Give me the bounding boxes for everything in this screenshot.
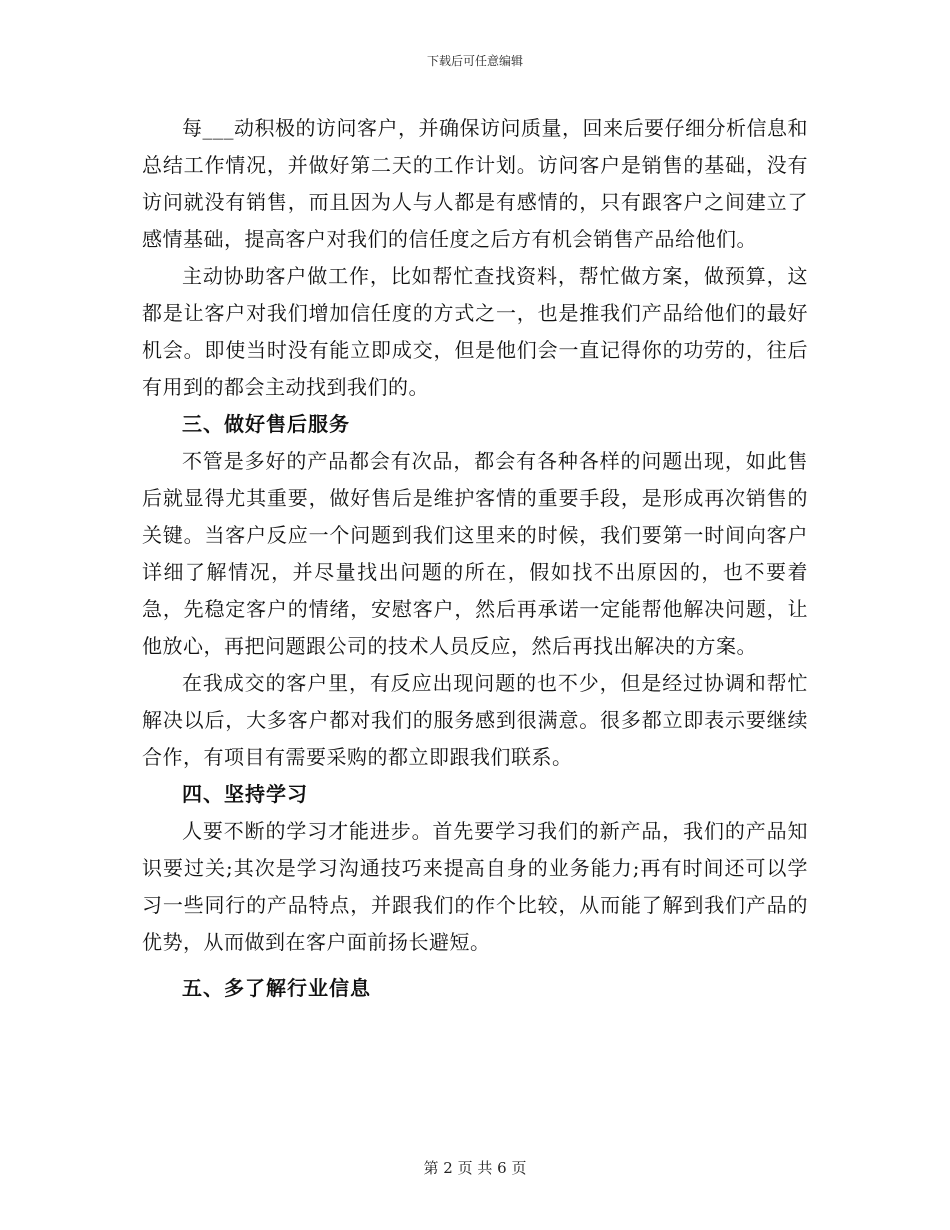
page-footer: 第 2 页 共 6 页 [423, 1159, 527, 1177]
paragraph-visit-customers: 每___动积极的访问客户，并确保访问质量，回来后要仔细分析信息和总结工作情况，并做好第二天的工作计划。访问客户是销售的基础，没有访问就没有销售，而且因为人与人都是有感情的，只有跟客户之间建立了感情基础，提高客户对我们的信任度之后方有机会销售产品给他们。 [142, 116, 808, 251]
paragraph-after-sales: 不管是多好的产品都会有次品，都会有各种各样的问题出现，如此售后就显得尤其重要，做好售后是维护客情的重要手段，是形成再次销售的关键。当客户反应一个问题到我们这里来的时候，我们要第一时间向客户详细了解情况，并尽量找出问题的所在，假如找不出原因的，也不要着急，先稳定客户的情绪，安慰客户，然后再承诺一定能帮他解决问题，让他放心，再把问题跟公司的技术人员反应，然后再找出解决的方案。 [142, 449, 808, 658]
section-heading-after-sales: 三、做好售后服务 [182, 412, 350, 436]
section-heading-keep-learning: 四、坚持学习 [182, 782, 308, 806]
document-body [142, 110, 808, 1007]
section-heading-industry-info: 五、多了解行业信息 [182, 976, 371, 1000]
paragraph-assist-customers: 主动协助客户做工作，比如帮忙查找资料，帮忙做方案，做预算，这都是让客户对我们增加信任度的方式之一，也是推我们产品给他们的最好机会。即使当时没有能立即成交，但是他们会一直记得你的功劳的，往后有用到的都会主动找到我们的。 [142, 264, 808, 399]
paragraph-customer-feedback: 在我成交的客户里，有反应出现问题的也不少，但是经过协调和帮忙解决以后，大多客户都对我们的服务感到很满意。很多都立即表示要继续合作，有项目有需要采购的都立即跟我们联系。 [142, 671, 808, 769]
paragraph-learning: 人要不断的学习才能进步。首先要学习我们的新产品，我们的产品知识要过关;其次是学习沟通技巧来提高自身的业务能力;再有时间还可以学习一些同行的产品特点，并跟我们的作个比较，从而能了解到我们产品的优势，从而做到在客户面前扬长避短。 [142, 819, 808, 954]
page-header: 下载后可任意编辑 [426, 54, 523, 68]
